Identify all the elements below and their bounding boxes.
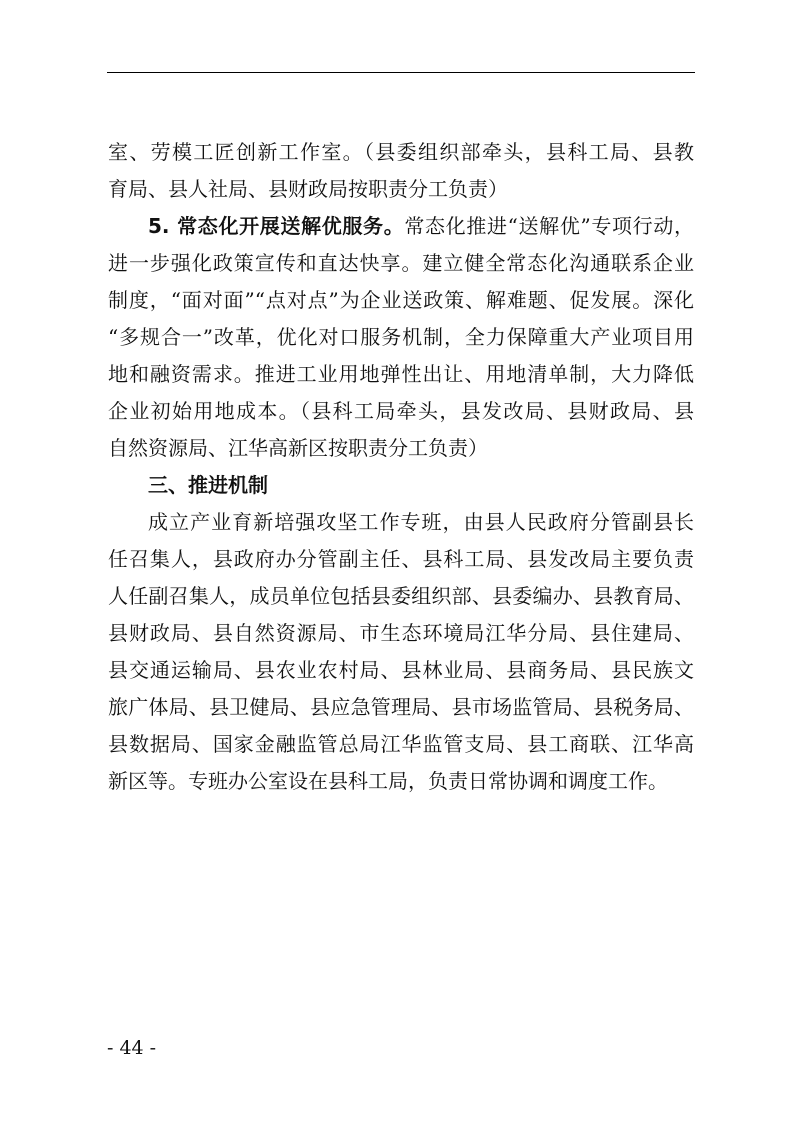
body-text xyxy=(108,134,694,800)
paragraph-line: 旅广体局、县卫健局、县应急管理局、县市场监管局、县税务局、 xyxy=(108,695,694,719)
paragraph-line: 成立产业育新培强攻坚工作专班，由县人民政府分管副县长 xyxy=(148,510,694,534)
page-number: - 44 - xyxy=(107,1037,157,1059)
section-heading: 三、推进机制 xyxy=(148,473,268,497)
paragraph-line: 地和融资需求。推进工业用地弹性出让、用地清单制，大力降低 xyxy=(108,362,694,386)
item-5-line xyxy=(108,208,694,245)
paragraph-line: 县数据局、国家金融监管总局江华监管支局、县工商联、江华高 xyxy=(108,732,694,756)
item-5-heading: 5. 常态化开展送解优服务。 xyxy=(148,214,405,238)
paragraph-line: 任召集人，县政府办分管副主任、县科工局、县发改局主要负责 xyxy=(108,547,694,571)
paragraph-line: 县交通运输局、县农业农村局、县林业局、县商务局、县民族文 xyxy=(108,658,694,682)
paragraph-text: 常态化推进“送解优”专项行动， xyxy=(404,214,694,238)
paragraph-line: 育局、县人社局、县财政局按职责分工负责） xyxy=(108,177,508,201)
paragraph-line: 企业初始用地成本。（县科工局牵头，县发改局、县财政局、县 xyxy=(108,399,694,423)
paragraph-line: 新区等。专班办公室设在县科工局，负责日常协调和调度工作。 xyxy=(108,769,668,793)
paragraph-line: 人任副召集人，成员单位包括县委组织部、县委编办、县教育局、 xyxy=(108,584,694,608)
header-rule xyxy=(107,72,695,73)
paragraph-line: “多规合一”改革，优化对口服务机制，全力保障重大产业项目用 xyxy=(108,325,694,349)
paragraph-line: 室、劳模工匠创新工作室。（县委组织部牵头，县科工局、县教 xyxy=(108,140,694,164)
paragraph-line: 制度，“面对面”“点对点”为企业送政策、解难题、促发展。深化 xyxy=(108,288,694,312)
paragraph-line: 自然资源局、江华高新区按职责分工负责） xyxy=(108,436,488,460)
paragraph-line: 县财政局、县自然资源局、市生态环境局江华分局、县住建局、 xyxy=(108,621,694,645)
paragraph-line: 进一步强化政策宣传和直达快享。建立健全常态化沟通联系企业 xyxy=(108,251,694,275)
